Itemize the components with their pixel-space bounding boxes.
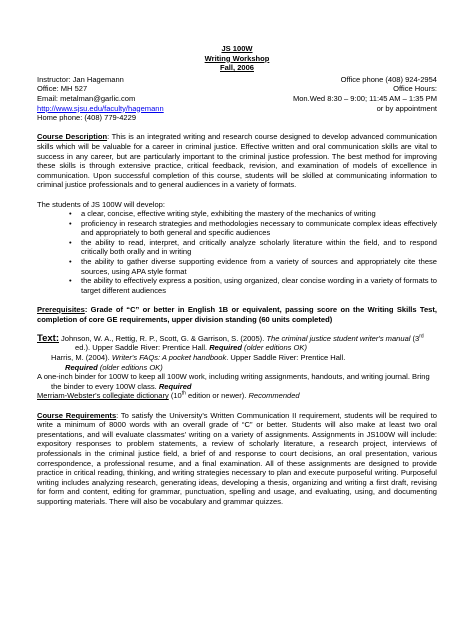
johnson-citation <box>61 334 437 353</box>
course-title: Writing Workshop <box>204 53 270 63</box>
johnson-publisher: ed.). Upper Saddle River: Prentice Hall. <box>75 343 210 353</box>
course-description-text: : This is an integrated writing and research course designed to develop advanced communication skills which will be valuable for a career in criminal justice. Effective written and oral communication skills are vital to success in any career, but are particularly important to the criminal justice profession. The best method for improving these skills is through extensive practice, critical feedback, revision, and examination of models of excellence in communication. Upon successful completion of this course, students will be skilled at communicating information to criminal justice professionals and to general audiences in a variety of formats. <box>37 132 437 190</box>
course-requirements <box>37 411 437 507</box>
harris-author: Harris, M. (2004). <box>51 353 112 362</box>
office-line: Office: MH 527 <box>37 84 88 94</box>
instructor-line: Instructor: Jan Hagemann <box>37 74 124 84</box>
develop-intro: The students of JS 100W will develop: <box>37 199 165 209</box>
dictionary-title: Merriam-Webster's collegiate dictionary <box>37 391 169 401</box>
harris-citation <box>51 353 437 372</box>
email-line: Email: metalman@garlic.com <box>37 93 136 103</box>
johnson-required: Required <box>209 343 242 353</box>
harris-title: Writer's FAQs: A pocket handbook <box>111 353 227 362</box>
dictionary-citation <box>37 391 437 401</box>
dictionary-edition-sup: th <box>181 390 186 397</box>
syllabus-document <box>37 44 437 507</box>
course-code: JS 100W <box>221 44 253 53</box>
johnson-edition: (3 <box>410 333 420 343</box>
dictionary-edition: (10 <box>168 391 182 401</box>
harris-required: Required <box>65 362 98 372</box>
texts-list <box>51 333 437 372</box>
office-hours-appointment: or by appointment <box>376 103 437 113</box>
prerequisites <box>37 305 437 324</box>
course-description-label: Course Description <box>37 132 108 142</box>
contact-right <box>293 75 437 123</box>
course-term: Fall, 2006 <box>220 63 254 73</box>
contact-block <box>37 75 437 123</box>
home-phone-line: Home phone: (408) 779-4229 <box>37 113 137 123</box>
course-requirements-text: : To satisfy the University's Written Communication II requirement, students will be required to write a minimum of 8000 words with an overall grade of “C” or better. Students will also make at least two oral presentations, and will evaluate classmates' writing on a variety of assignments. Assignments in JS100W will include: expository responses to problem statements, a review of scholarly literature, a research project, interviews of professionals in the criminal justice field, a brief of and response to court decisions, an oral presentation, various correspondence, a professional resume, and a final examination. All of these assignments are designed to provide practice in critical reading, thinking, and writing strategies necessary to plan and execute purposeful writing. Purposeful writing includes analyzing research, generating ideas, developing a thesis, organizing and writing a first draft, revising for form and content, editing for grammar, punctuation, spelling and usage, and evaluating, using, and documenting supporting materials. There will also be vocabulary and grammar quizzes. <box>37 410 437 506</box>
texts-label: Text: <box>37 332 59 344</box>
office-hours-times: Mon.Wed 8:30 – 9:00; 11:45 AM – 1:35 PM <box>292 93 437 103</box>
binder-required: Required <box>158 381 192 391</box>
harris-note: (older editions OK) <box>97 362 163 372</box>
contact-left <box>37 75 164 123</box>
office-hours-label: Office Hours: <box>393 84 437 94</box>
develop-item: • a clear, concise, effective writing style, exhibiting the mastery of the mechanics of writing <box>81 209 437 219</box>
binder-text: A one-inch binder for 100W to keep all 100W work, including writing assignments, handouts, and writing journal. Bring the binder to every 100W class. <box>37 372 430 391</box>
faculty-website-link[interactable]: http://www.sjsu.edu/faculty/hagemann <box>37 103 164 113</box>
binder-requirement <box>37 372 437 391</box>
johnson-title: The criminal justice student writer's manual <box>266 333 411 343</box>
course-requirements-label: Course Requirements <box>37 410 117 420</box>
johnson-note: (older editions OK) <box>241 343 307 353</box>
harris-publisher: . Upper Saddle River: Prentice Hall. <box>226 353 346 362</box>
develop-list <box>37 209 437 295</box>
develop-item: • the ability to gather diverse supporting evidence from a variety of sources and appropriately cite these sources, using APA style format <box>81 257 437 276</box>
johnson-authors: Johnson, W. A., Rettig, R. P., Scott, G. & Garrison, S. (2005). <box>61 333 267 343</box>
prerequisites-text: : Grade of “C” or better in English 1B or equivalent, passing score on the Writing Skills Test, completion of core GE requirements, upper division standing (60 units completed) <box>37 305 437 324</box>
texts-section <box>37 334 437 372</box>
course-description <box>37 132 437 190</box>
develop-item: • proficiency in research strategies and methodologies necessary to communicate complex ideas effectively and appropriately to both general and specific audiences <box>81 219 437 238</box>
develop-item: • the ability to effectively express a position, using organized, clear concise wording in a variety of formats to target different audiences <box>81 276 437 295</box>
develop-item: • the ability to read, interpret, and critically analyze scholarly literature within the field, and to respond critically both orally and in writing <box>81 238 437 257</box>
prerequisites-label: Prerequisites <box>37 305 85 315</box>
dictionary-edition-rest: edition or newer). <box>185 391 249 401</box>
dictionary-recommended: Recommended <box>248 391 300 401</box>
office-phone-line: Office phone (408) 924-2954 <box>340 74 437 84</box>
johnson-edition-sup: rd <box>419 333 424 340</box>
